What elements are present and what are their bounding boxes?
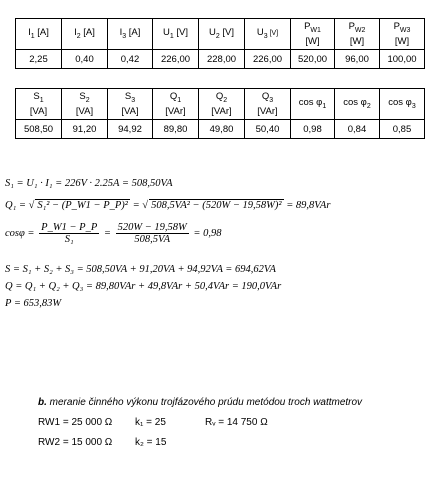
fraction-1: $\frac{P\_W1 - P\_P}{\text{S₁}}$	[41, 222, 98, 245]
header-s2: $S_2$ [VA]	[62, 89, 108, 120]
header-q2: $Q_2$ [VAr]	[199, 89, 245, 120]
header-u3: $U_3$ [V]	[245, 19, 291, 50]
value-s2: 91,20	[62, 120, 108, 139]
formula-q-total: Q = Q₁ + Q₂ + Q₃ = 89,80VAr + 49,8VAr + 50,4VAr = 190,0VAr	[5, 281, 282, 292]
value-pw1: 520,00	[291, 50, 335, 69]
computed-table-value-row	[16, 120, 425, 139]
header-pw2: $P_{W2}$ [W]	[335, 19, 380, 50]
measurement-table-value-row	[16, 50, 425, 69]
param-rw1: RW1 = 25 000 Ω	[38, 417, 113, 428]
formula-p-total: P = 653,83W	[5, 298, 62, 309]
value-s1: 508,50	[16, 120, 62, 139]
param-k2: k₂ = 15	[135, 437, 167, 448]
param-rv: Rᵥ = 14 750 Ω	[205, 417, 268, 428]
formula-s-total: S = S₁ + S₂ + S₃ = 508,50VA + 91,20VA + 94,92VA = 694,62VA	[5, 264, 276, 275]
computed-table	[15, 88, 425, 139]
formula-q1: Q₁ = √ S₁² − (P_W1 − P_P)² = √ 508,5VA² − (520W − 19,58W)² = 89,8VAr	[5, 200, 331, 211]
value-q1: 89,80	[153, 120, 199, 139]
header-q1: $Q_1$ [VAr]	[153, 89, 199, 120]
formula-cos: cosφ = $\frac{P\_W1 - P\_P}{\text{S₁}}$ = $\frac{520W - 19,58W}{508,5VA}$ = 0,98	[5, 222, 222, 245]
value-i1: 2,25	[16, 50, 62, 69]
header-s1: $S_1$ [VA]	[16, 89, 62, 120]
value-s3: 94,92	[108, 120, 153, 139]
value-u3: 226,00	[245, 50, 291, 69]
computed-table-header-row	[16, 89, 425, 120]
header-cos3: $\cos \varphi_3$	[380, 89, 425, 120]
section-heading: b. meranie činného výkonu trojfázového prúdu metódou troch wattmetrov	[38, 397, 363, 408]
value-q2: 49,80	[199, 120, 245, 139]
param-rw2: RW2 = 15 000 Ω	[38, 437, 113, 448]
value-pw2: 96,00	[335, 50, 380, 69]
header-s3: $S_3$ [VA]	[108, 89, 153, 120]
measurement-table-header-row	[16, 19, 425, 50]
measurement-table	[15, 18, 425, 69]
header-q3: $Q_3$ [VAr]	[245, 89, 291, 120]
header-pw1: $P_{W1}$ [W]	[291, 19, 335, 50]
header-cos2: $\cos \varphi_2$	[335, 89, 380, 120]
header-u2: $U_2$ [V]	[199, 19, 245, 50]
value-u1: 226,00	[153, 50, 199, 69]
value-pw3: 100,00	[380, 50, 425, 69]
sqrt-expression-1: S₁² − (P_W1 − P_P)²	[37, 200, 128, 211]
value-i2: 0,40	[62, 50, 108, 69]
header-i3: $I_3$ [A]	[108, 19, 153, 50]
value-cos2: 0,84	[335, 120, 380, 139]
header-u1: $U_1$ [V]	[153, 19, 199, 50]
fraction-2: $\frac{520W - 19,58W}{508,5VA}$	[117, 222, 187, 245]
value-cos3: 0,85	[380, 120, 425, 139]
formula-s1: S₁ = U₁ · I₁ = 226V · 2.25A = 508,50VA	[5, 178, 173, 189]
header-pw3: $P_{W3}$ [W]	[380, 19, 425, 50]
header-i1: $I_1$ [A]	[16, 19, 62, 50]
value-q3: 50,40	[245, 120, 291, 139]
value-cos1: 0,98	[291, 120, 335, 139]
sqrt-expression-2: 508,5VA² − (520W − 19,58W)²	[151, 200, 282, 211]
param-k1: k₁ = 25	[135, 417, 166, 428]
value-u2: 228,00	[199, 50, 245, 69]
value-i3: 0,42	[108, 50, 153, 69]
header-cos1: $\cos \varphi_1$	[291, 89, 335, 120]
header-i2: $I_2$ [A]	[62, 19, 108, 50]
